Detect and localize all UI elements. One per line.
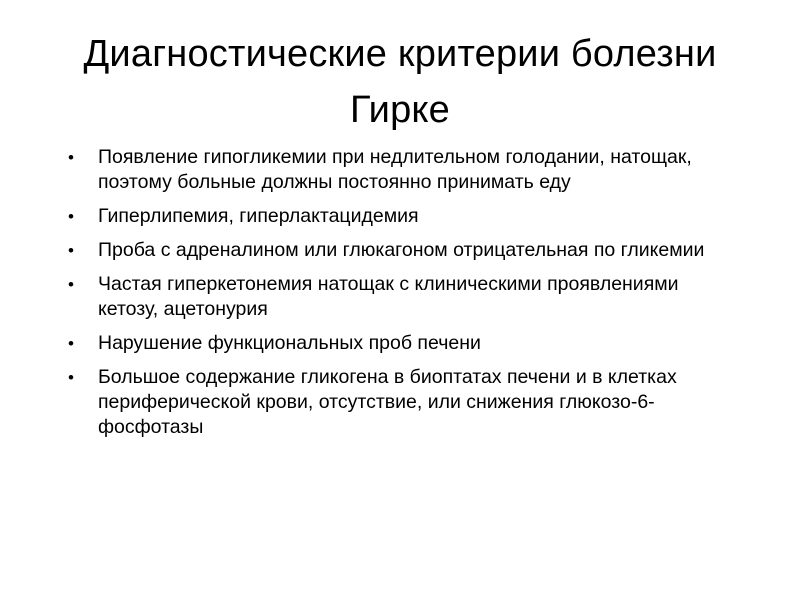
list-item-text: Проба с адреналином или глюкагоном отрицательная по гликемии — [98, 239, 705, 261]
list-item — [62, 365, 730, 440]
bullet-icon: • — [68, 334, 74, 353]
list-item — [62, 272, 730, 322]
bullet-icon: • — [68, 207, 74, 226]
bullet-icon: • — [68, 241, 74, 260]
list-item-text: Появление гипогликемии при недлительном голодании, натощак, поэтому больные должны постоянно принимать еду — [98, 146, 692, 193]
list-item — [62, 204, 730, 229]
list-item — [62, 238, 730, 263]
list-item-text: Частая гиперкетонемия натощак с клиническими проявлениями кетозу, ацетонурия — [98, 273, 679, 320]
list-item-text: Большое содержание гликогена в биоптатах печени и в клетках периферической крови, отсутствие, или снижения глюкозо-6-фосфотазы — [98, 366, 677, 438]
list-item — [62, 331, 730, 356]
list-item — [62, 145, 730, 195]
bullet-icon: • — [68, 368, 74, 387]
slide-title: Диагностические критерии болезни Гирке — [83, 33, 717, 131]
list-item-text: Нарушение функциональных проб печени — [98, 332, 481, 354]
bullet-list — [62, 145, 730, 449]
bullet-icon: • — [68, 275, 74, 294]
list-item-text: Гиперлипемия, гиперлактацидемия — [98, 205, 419, 227]
bullet-icon: • — [68, 148, 74, 167]
